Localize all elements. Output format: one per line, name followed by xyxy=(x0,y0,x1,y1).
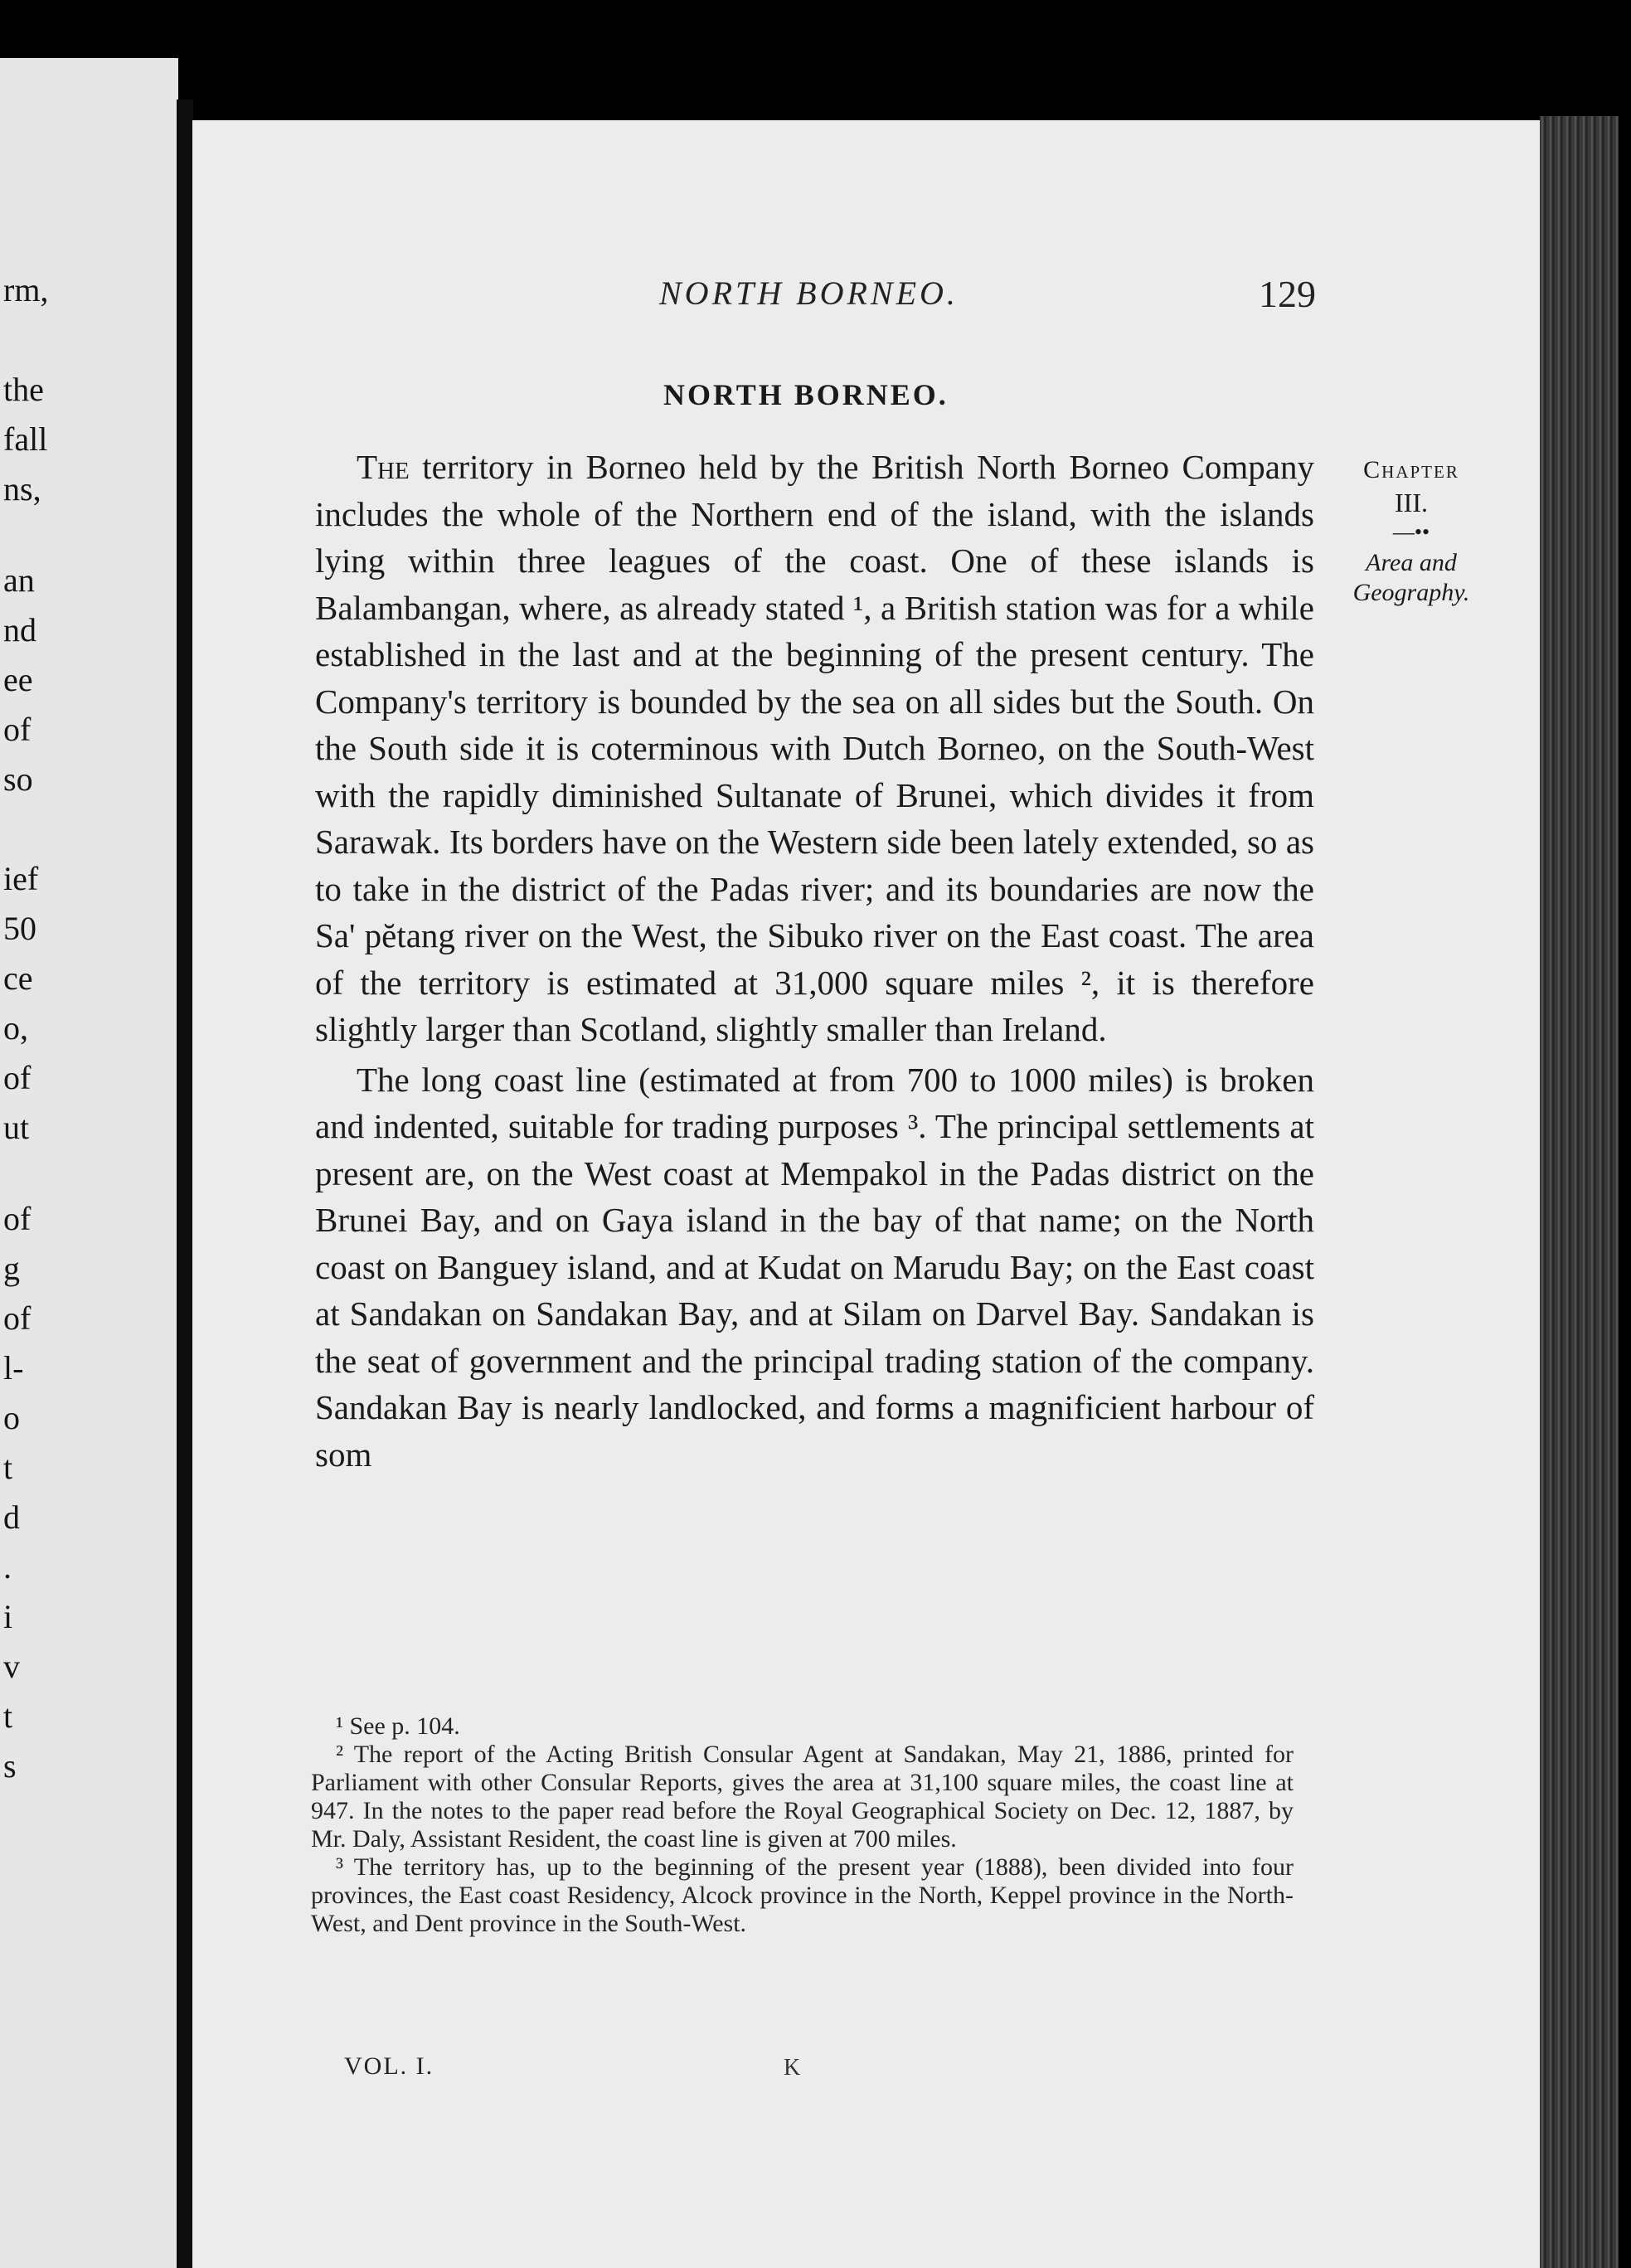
margin-note-numeral: III. xyxy=(1395,488,1428,517)
facing-page-line: of xyxy=(3,711,32,748)
facing-page-line: i xyxy=(3,1598,13,1635)
facing-page-line: o, xyxy=(3,1009,28,1047)
margin-note-chapter: Chapter xyxy=(1363,456,1459,483)
facing-page-line: nd xyxy=(3,611,36,648)
signature-mark: K xyxy=(784,2055,801,2081)
facing-page-line: ief xyxy=(3,860,39,897)
running-head: NORTH BORNEO. xyxy=(659,274,959,312)
facing-page-line: rm, xyxy=(3,271,49,308)
facing-page-line: l- xyxy=(3,1349,24,1387)
facing-page-line: fall xyxy=(3,420,48,458)
facing-page-line: ut xyxy=(3,1109,30,1146)
paragraph-initial: The xyxy=(357,448,410,486)
facing-page-line: ce xyxy=(3,959,33,997)
facing-page-line: 50 xyxy=(3,910,36,947)
facing-page-line: o xyxy=(3,1399,20,1436)
paragraph xyxy=(315,444,1314,1053)
footnote: ² The report of the Acting British Consular Agent at Sandakan, May 21, 1886, printed for Parliament with other Consular Reports, gives the area at 31,100 square miles, the coast line at 947. In the notes to the paper read before the Royal Geographical Society on Dec. 12, 1887, by Mr. Daly, Assistant Resident, the coast line is given at 700 miles. xyxy=(311,1741,1294,1853)
paragraph: The long coast line (estimated at from 700 to 1000 miles) is broken and indented, suitable for trading purposes ³. The principal settlements at present are, on the West coast at Mempakol in the Padas district on the Brunei Bay, and on Gaya island in the bay of that name; on the North coast on Banguey island, and at Kudat on Marudu Bay; on the East coast at Sandakan on Sandakan Bay, and at Silam on Darvel Bay. Sandakan is the seat of government and the principal trading station of the company. Sandakan Bay is nearly landlocked, and forms a magnificient harbour of som xyxy=(315,1060,1314,1474)
footnote: ¹ See p. 104. xyxy=(336,1712,460,1740)
book-gutter xyxy=(177,100,193,2268)
facing-page-line: s xyxy=(3,1747,17,1785)
volume-label: VOL. I. xyxy=(344,2052,434,2080)
footnote: ³ The territory has, up to the beginning of the present year (1888), been divided into four provinces, the East coast Residency, Alcock province in the North, Keppel province in the North-West, and Dent province in the South-West. xyxy=(311,1853,1294,1937)
facing-page-line: of xyxy=(3,1200,32,1237)
facing-page-line: ns, xyxy=(3,470,41,508)
facing-page-line: an xyxy=(3,561,35,599)
facing-page-line: g xyxy=(3,1250,20,1287)
margin-note xyxy=(1337,456,1486,608)
facing-page-line: so xyxy=(3,760,33,798)
facing-page-line: of xyxy=(3,1299,32,1337)
facing-page-line: t xyxy=(3,1449,13,1486)
margin-note-topic: Area and Geography. xyxy=(1352,549,1470,606)
facing-page-line: v xyxy=(3,1648,20,1685)
chapter-title: NORTH BORNEO. xyxy=(663,378,949,411)
page-edge xyxy=(1540,116,1619,2268)
facing-page-fragment xyxy=(0,58,178,2268)
page-number: 129 xyxy=(1259,273,1316,315)
facing-page-line: . xyxy=(3,1548,12,1586)
facing-page-line: ee xyxy=(3,661,33,698)
facing-page-line: the xyxy=(3,371,44,408)
paragraph-text: territory in Borneo held by the British North Borneo Company includes the whole of the Northern end of the island, with the islands lying within three leagues of the coast. One of these islands is Balambangan, where, as already stated ¹, a British station was for a while established in the last and at the beginning of the present century. The Company's territory is bounded by the sea on all sides but the South. On the South side it is coterminous with Dutch Borneo, on the South-West with the rapidly diminished Sultanate of Brunei, which divides it from Sarawak. Its borders have on the Western side been lately extended, so as to take in the district of the Padas river; and its boundaries are now the Sa' pĕtang river on the West, the Sibuko river on the East coast. The area of the territory is estimated at 31,000 square miles ², it is therefore slightly larger than Scotland, slightly smaller than Ireland. xyxy=(315,448,1314,1048)
body-text xyxy=(315,444,1314,1478)
facing-page-text xyxy=(0,58,178,2268)
facing-page-line: d xyxy=(3,1498,20,1536)
facing-page-line: t xyxy=(3,1697,13,1735)
margin-note-ornament: —•• xyxy=(1392,520,1430,544)
facing-page-line: of xyxy=(3,1059,32,1096)
footnotes xyxy=(311,1712,1294,1938)
